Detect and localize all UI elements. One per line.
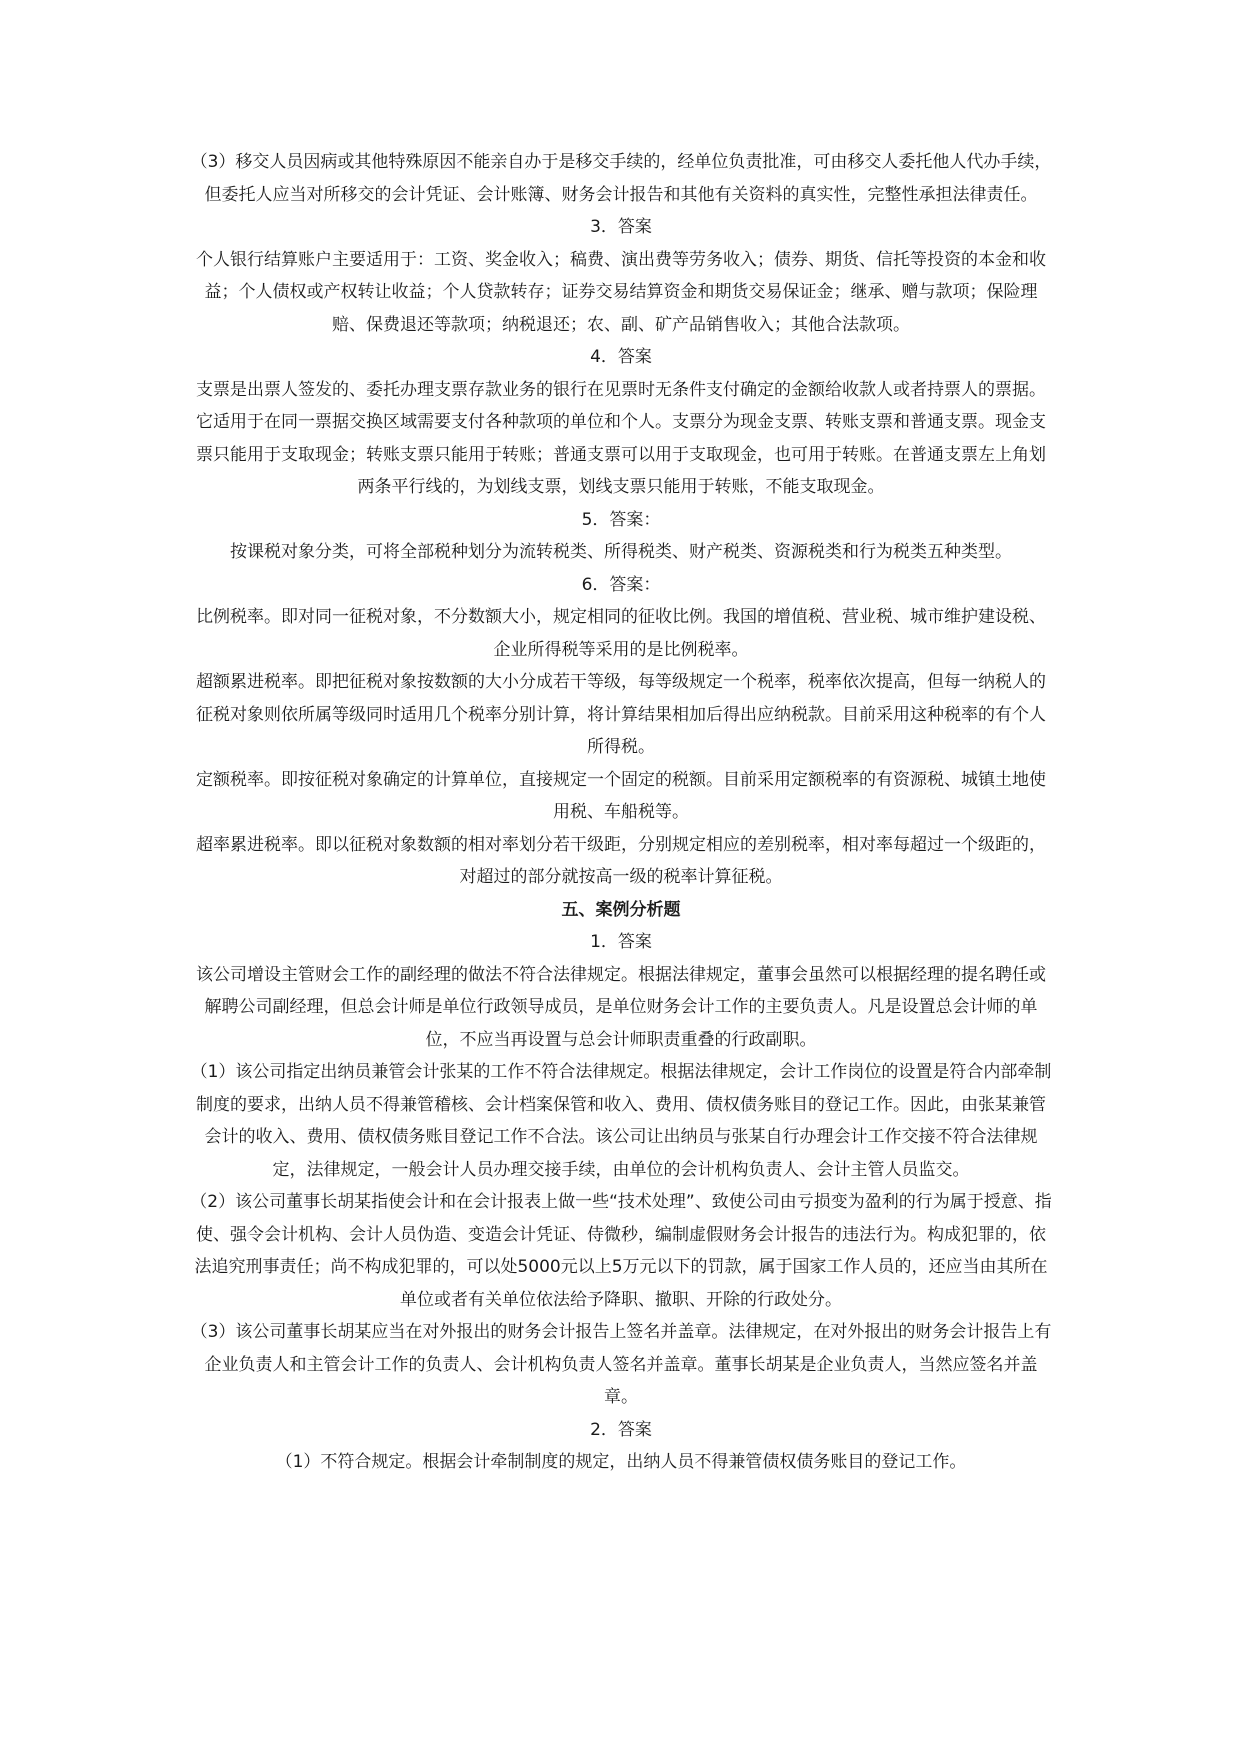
paragraph-transfer-proxy: （3）移交人员因病或其他特殊原因不能亲自办于是移交手续的，经单位负责批准，可由移交人委托他人代办手续，但委托人应当对所移交的会计凭证、会计账簿、财务会计报告和其他有关资料的真实性，完整性承担法律责任。	[190, 152, 1052, 205]
answer-heading-case-2: 2．答案	[590, 1419, 652, 1440]
paragraph-ratio-progressive-rate: 超率累进税率。即以征税对象数额的相对率划分若干级距，分别规定相应的差别税率，相对率每超过一个级距的，对超过的部分就按高一级的税率计算征税。	[196, 834, 1046, 887]
paragraph-deputy-manager: 该公司增设主管财会工作的副经理的做法不符合法律规定。根据法律规定，董事会虽然可以根据经理的提名聘任或解聘公司副经理，但总会计师是单位行政领导成员，是单位财务会计工作的主要负责人。凡是设置总会计师的单位，不应当再设置与总会计师职责重叠的行政副职。	[196, 964, 1046, 1050]
paragraph-proportional-rate: 比例税率。即对同一征税对象，不分数额大小，规定相同的征收比例。我国的增值税、营业税、城市维护建设税、企业所得税等采用的是比例税率。	[196, 607, 1046, 660]
answer-heading-case-1: 1．答案	[590, 932, 652, 952]
paragraph-personal-account: 个人银行结算账户主要适用于：工资、奖金收入；稿费、演出费等劳务收入；债券、期货、信托等投资的本金和收益；个人债权或产权转让收益；个人贷款转存；证券交易结算资金和期货交易保证金；继承、赠与款项；保险理赔、保费退还等款项；纳税退还；农、副、矿产品销售收入；其他合法款项。	[196, 249, 1046, 335]
answer-heading-5: 5．答案：	[581, 509, 661, 530]
answer-heading-3: 3．答案	[590, 217, 652, 237]
answer-heading-4: 4．答案	[590, 347, 652, 367]
document-body	[190, 146, 1052, 1479]
paragraph-fixed-rate: 定额税率。即按征税对象确定的计算单位，直接规定一个固定的税额。目前采用定额税率的有资源税、城镇土地使用税、车船税等。	[196, 769, 1046, 822]
paragraph-tax-categories: 按课税对象分类，可将全部税种划分为流转税类、所得税类、财产税类、资源税类和行为税类五种类型。	[230, 542, 1012, 562]
paragraph-case-2-item-1: （1）不符合规定。根据会计牵制制度的规定，出纳人员不得兼管债权债务账目的登记工作。	[275, 1452, 967, 1472]
paragraph-case-1-item-2: （2）该公司董事长胡某指使会计和在会计报表上做一些“技术处理”、致使公司由亏损变为盈利的行为属于授意、指使、强令会计机构、会计人员伪造、变造会计凭证、侍微秒，编制虚假财务会计报告的违法行为。构成犯罪的，依法追究刑事责任；尚不构成犯罪的，可以处5000元以上5万元以下的罚款，属于国家工作人员的，还应当由其所在单位或者有关单位依法给予降职、撤职、开除的行政处分。	[190, 1192, 1052, 1310]
paragraph-case-1-item-1: （1）该公司指定出纳员兼管会计张某的工作不符合法律规定。根据法律规定，会计工作岗位的设置是符合内部牵制制度的要求，出纳人员不得兼管稽核、会计档案保管和收入、费用、债权债务账目的登记工作。因此，由张某兼管会计的收入、费用、债权债务账目登记工作不合法。该公司让出纳员与张某自行办理会计工作交接不符合法律规定，法律规定，一般会计人员办理交接手续，由单位的会计机构负责人、会计主管人员监交。	[190, 1062, 1052, 1180]
paragraph-cheque: 支票是出票人签发的、委托办理支票存款业务的银行在见票时无条件支付确定的金额给收款人或者持票人的票据。它适用于在同一票据交换区域需要支付各种款项的单位和个人。支票分为现金支票、转账支票和普通支票。现金支票只能用于支取现金；转账支票只能用于转账；普通支票可以用于支取现金，也可用于转账。在普通支票左上角划两条平行线的，为划线支票，划线支票只能用于转账，不能支取现金。	[196, 379, 1046, 497]
paragraph-case-1-item-3: （3）该公司董事长胡某应当在对外报出的财务会计报告上签名并盖章。法律规定，在对外报出的财务会计报告上有企业负责人和主管会计工作的负责人、会计机构负责人签名并盖章。董事长胡某是企业负责人，当然应签名并盖章。	[190, 1322, 1052, 1407]
paragraph-progressive-rate: 超额累进税率。即把征税对象按数额的大小分成若干等级，每等级规定一个税率，税率依次提高，但每一纳税人的征税对象则依所属等级同时适用几个税率分别计算，将计算结果相加后得出应纳税款。目前采用这种税率的有个人所得税。	[196, 672, 1046, 757]
section-heading-case-analysis: 五、案例分析题	[561, 899, 681, 920]
answer-heading-6: 6．答案：	[581, 574, 661, 595]
